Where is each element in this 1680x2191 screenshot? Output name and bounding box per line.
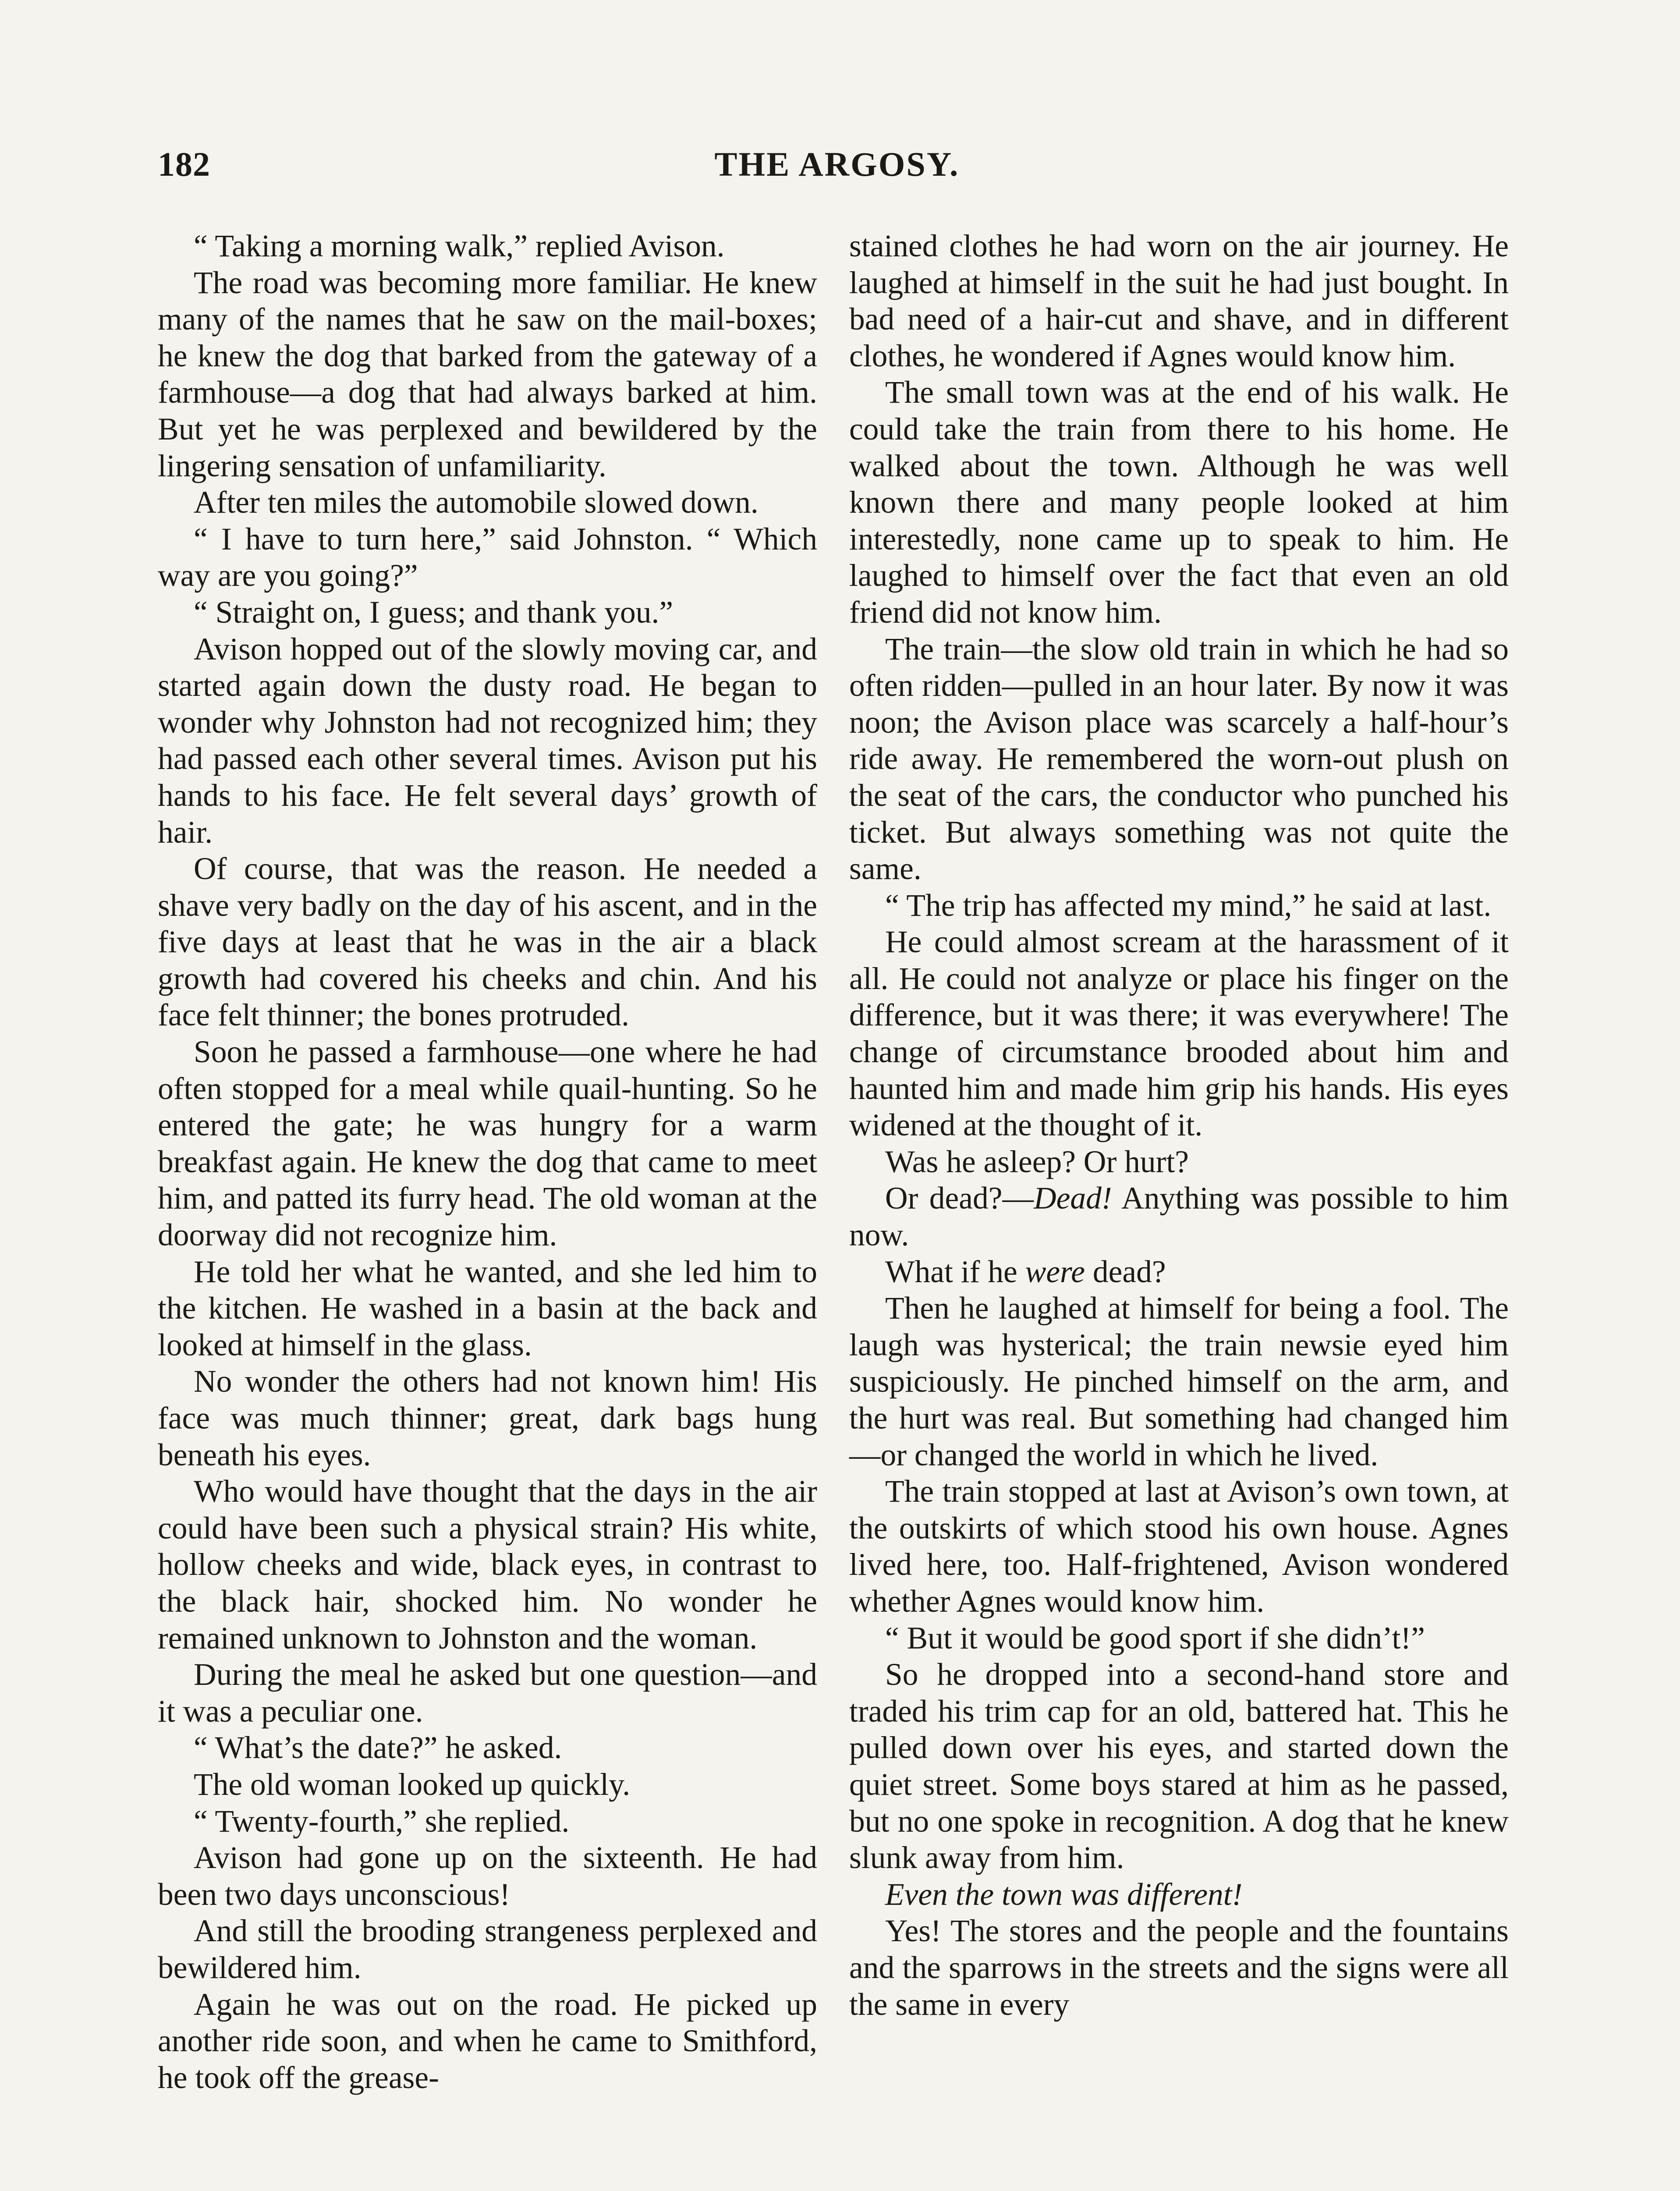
paragraph: Avison hopped out of the slowly moving car, and started again down the dusty road. He began to wonder why Johnston had not recognized him; they had passed each other several times. Avison put his hands to his face. He felt several days’ growth of hair.	[158, 631, 817, 850]
paragraph: Then he laughed at himself for being a fool. The laugh was hysterical; the train newsie eyed him suspiciously. He pinched himself on the arm, and the hurt was real. But something had changed him—or changed the world in which he lived.	[849, 1291, 1509, 1472]
paragraph: Avison had gone up on the sixteenth. He had been two days unconscious!	[158, 1840, 817, 1912]
paragraph: He told her what he wanted, and she led him to the kitchen. He washed in a basin at the back and looked at himself in the glass.	[158, 1254, 817, 1362]
page-header	[158, 145, 1516, 193]
paragraph: stained clothes he had worn on the air journey. He laughed at himself in the suit he had just bought. In bad need of a hair-cut and shave, and in different clothes, he wondered if Agnes would know him.	[849, 229, 1509, 373]
paragraph: The old woman looked up quickly.	[194, 1767, 631, 1802]
paragraph: The road was becoming more familiar. He knew many of the names that he saw on the mail-boxes; he knew the dog that barked from the gateway of a farmhouse—a dog that had always barked at him. But yet he was perplexed and bewildered by the lingering sensation of unfamiliarity.	[158, 265, 817, 483]
paragraph: After ten miles the automobile slowed down.	[194, 485, 758, 520]
paragraph: Even the town was different!	[885, 1877, 1243, 1912]
paragraph: “ What’s the date?” he asked.	[194, 1730, 562, 1766]
paragraph: “ The trip has affected my mind,” he said at last.	[885, 888, 1492, 923]
paragraph: Yes! The stores and the people and the fountains and the sparrows in the streets and the signs were all the same in every	[849, 1914, 1509, 2022]
paragraph: And still the brooding strangeness perplexed and bewildered him.	[158, 1914, 817, 1985]
paragraph: The train—the slow old train in which he had so often ridden—pulled in an hour later. By now it was noon; the Avison place was scarcely a half-hour’s ride away. He remembered the worn-out plush on the seat of the cars, the conductor who punched his ticket. But always something was not quite the same.	[849, 631, 1509, 886]
paragraph: During the meal he asked but one question—and it was a peculiar one.	[158, 1657, 817, 1729]
paragraph: Was he asleep? Or hurt?	[885, 1144, 1189, 1179]
paragraph: What if he were dead?	[885, 1254, 1166, 1289]
left-column	[158, 228, 817, 2096]
paragraph: Soon he passed a farmhouse—one where he had often stopped for a meal while quail-hunting. So he entered the gate; he was hungry for a warm breakfast again. He knew the dog that came to meet him, and patted its furry head. The old woman at the doorway did not recognize him.	[158, 1035, 817, 1253]
paragraph: He could almost scream at the harassment of it all. He could not analyze or place his finger on the difference, but it was there; it was everywhere! The change of circumstance brooded about him and haunted him and made him grip his hands. His eyes widened at the thought of it.	[849, 925, 1509, 1143]
paragraph: The small town was at the end of his walk. He could take the train from there to his home. He walked about the town. Although he was well known there and many people looked at him interestedly, none came up to speak to him. He laughed to himself over the fact that even an old friend did not know him.	[849, 375, 1509, 630]
paragraph: “ But it would be good sport if she didn’t!”	[885, 1620, 1425, 1656]
paragraph: No wonder the others had not known him! His face was much thinner; great, dark bags hung beneath his eyes.	[158, 1364, 817, 1472]
paragraph: Of course, that was the reason. He needed a shave very badly on the day of his ascent, and in the five days at least that he was in the air a black growth had covered his cheeks and chin. And his face felt thinner; the bones protruded.	[158, 851, 817, 1033]
paragraph: “ I have to turn here,” said Johnston. “ Which way are you going?”	[158, 521, 817, 593]
paragraph: “ Twenty-fourth,” she replied.	[194, 1804, 570, 1839]
paragraph: Or dead?—Dead! Anything was possible to him now.	[849, 1181, 1509, 1253]
paragraph: “ Straight on, I guess; and thank you.”	[194, 595, 673, 630]
page-number: 182	[158, 145, 210, 183]
paragraph: The train stopped at last at Avison’s own town, at the outskirts of which stood his own house. Agnes lived here, too. Half-frightened, Avison wondered whether Agnes would know him.	[849, 1474, 1509, 1619]
paragraph: Again he was out on the road. He picked up another ride soon, and when he came to Smithford, he took off the grease-	[158, 1987, 817, 2095]
paragraph: So he dropped into a second-hand store and traded his trim cap for an old, battered hat. This he pulled down over his eyes, and started down the quiet street. Some boys stared at him as he passed, but no one spoke in recognition. A dog that he knew slunk away from him.	[849, 1657, 1509, 1875]
right-column	[849, 228, 1509, 2023]
paragraph: Who would have thought that the days in the air could have been such a physical strain? His white, hollow cheeks and wide, black eyes, in contrast to the black hair, shocked him. No wonder he remained unknown to Johnston and the woman.	[158, 1474, 817, 1656]
paragraph: “ Taking a morning walk,” replied Avison.	[194, 229, 725, 263]
running-head: THE ARGOSY.	[714, 145, 960, 183]
